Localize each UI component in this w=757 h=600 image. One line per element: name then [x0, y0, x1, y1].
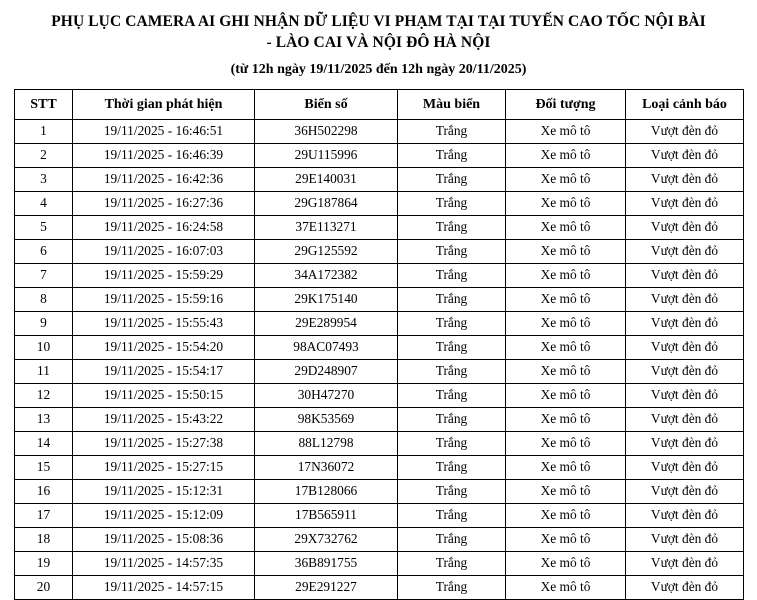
- cell-plate: 29E291227: [255, 575, 398, 599]
- table-row: [15, 239, 744, 263]
- cell-plate: 29X732762: [255, 527, 398, 551]
- cell-stt: 4: [15, 191, 73, 215]
- cell-warning-type: Vượt đèn đỏ: [626, 287, 744, 311]
- cell-plate-color: Trắng: [398, 167, 506, 191]
- cell-object: Xe mô tô: [506, 191, 626, 215]
- cell-stt: 12: [15, 383, 73, 407]
- cell-plate: 29G187864: [255, 191, 398, 215]
- page-subtitle: (từ 12h ngày 19/11/2025 đến 12h ngày 20/11/2025): [230, 61, 527, 77]
- cell-object: Xe mô tô: [506, 503, 626, 527]
- cell-plate-color: Trắng: [398, 479, 506, 503]
- cell-object: Xe mô tô: [506, 359, 626, 383]
- cell-plate: 30H47270: [255, 383, 398, 407]
- cell-stt: 17: [15, 503, 73, 527]
- cell-plate: 29K175140: [255, 287, 398, 311]
- cell-time: 19/11/2025 - 15:43:22: [73, 407, 255, 431]
- table-row: [15, 143, 744, 167]
- table-row: [15, 167, 744, 191]
- table-row: [15, 335, 744, 359]
- cell-plate-color: Trắng: [398, 407, 506, 431]
- cell-warning-type: Vượt đèn đỏ: [626, 383, 744, 407]
- cell-plate-color: Trắng: [398, 119, 506, 143]
- column-header-time: Thời gian phát hiện: [73, 89, 255, 119]
- cell-plate-color: Trắng: [398, 551, 506, 575]
- cell-object: Xe mô tô: [506, 455, 626, 479]
- cell-time: 19/11/2025 - 15:12:09: [73, 503, 255, 527]
- cell-time: 19/11/2025 - 15:50:15: [73, 383, 255, 407]
- cell-object: Xe mô tô: [506, 335, 626, 359]
- cell-plate: 29U115996: [255, 143, 398, 167]
- column-header-object: Đối tượng: [506, 89, 626, 119]
- table-row: [15, 431, 744, 455]
- cell-object: Xe mô tô: [506, 551, 626, 575]
- cell-plate-color: Trắng: [398, 239, 506, 263]
- table-body: [15, 119, 744, 599]
- column-header-plate: Biển số: [255, 89, 398, 119]
- cell-warning-type: Vượt đèn đỏ: [626, 215, 744, 239]
- cell-object: Xe mô tô: [506, 167, 626, 191]
- cell-warning-type: Vượt đèn đỏ: [626, 527, 744, 551]
- cell-time: 19/11/2025 - 16:07:03: [73, 239, 255, 263]
- cell-plate-color: Trắng: [398, 383, 506, 407]
- cell-plate-color: Trắng: [398, 263, 506, 287]
- table-row: [15, 527, 744, 551]
- column-header-stt: STT: [15, 89, 73, 119]
- cell-warning-type: Vượt đèn đỏ: [626, 407, 744, 431]
- cell-stt: 20: [15, 575, 73, 599]
- cell-time: 19/11/2025 - 15:59:16: [73, 287, 255, 311]
- page-title-line-2: - LÀO CAI VÀ NỘI ĐÔ HÀ NỘI: [266, 33, 491, 51]
- table-row: [15, 263, 744, 287]
- cell-object: Xe mô tô: [506, 239, 626, 263]
- column-header-plate-color: Màu biển: [398, 89, 506, 119]
- cell-stt: 10: [15, 335, 73, 359]
- cell-plate: 36B891755: [255, 551, 398, 575]
- cell-stt: 9: [15, 311, 73, 335]
- table-row: [15, 215, 744, 239]
- cell-plate: 34A172382: [255, 263, 398, 287]
- cell-plate-color: Trắng: [398, 335, 506, 359]
- cell-warning-type: Vượt đèn đỏ: [626, 143, 744, 167]
- cell-warning-type: Vượt đèn đỏ: [626, 359, 744, 383]
- cell-plate-color: Trắng: [398, 287, 506, 311]
- table-row: [15, 551, 744, 575]
- cell-warning-type: Vượt đèn đỏ: [626, 311, 744, 335]
- page-title: [14, 12, 743, 54]
- cell-warning-type: Vượt đèn đỏ: [626, 431, 744, 455]
- cell-time: 19/11/2025 - 16:46:39: [73, 143, 255, 167]
- cell-plate: 88L12798: [255, 431, 398, 455]
- cell-warning-type: Vượt đèn đỏ: [626, 167, 744, 191]
- cell-stt: 15: [15, 455, 73, 479]
- table-row: [15, 503, 744, 527]
- cell-time: 19/11/2025 - 15:59:29: [73, 263, 255, 287]
- cell-object: Xe mô tô: [506, 119, 626, 143]
- violations-table: [14, 89, 744, 600]
- cell-plate: 17B565911: [255, 503, 398, 527]
- cell-plate-color: Trắng: [398, 311, 506, 335]
- cell-plate: 36H502298: [255, 119, 398, 143]
- cell-plate-color: Trắng: [398, 455, 506, 479]
- cell-time: 19/11/2025 - 15:08:36: [73, 527, 255, 551]
- cell-plate: 29E140031: [255, 167, 398, 191]
- cell-warning-type: Vượt đèn đỏ: [626, 455, 744, 479]
- cell-plate: 29D248907: [255, 359, 398, 383]
- table-row: [15, 575, 744, 599]
- table-row: [15, 287, 744, 311]
- cell-time: 19/11/2025 - 16:24:58: [73, 215, 255, 239]
- cell-stt: 11: [15, 359, 73, 383]
- cell-warning-type: Vượt đèn đỏ: [626, 263, 744, 287]
- cell-time: 19/11/2025 - 14:57:35: [73, 551, 255, 575]
- cell-plate: 29G125592: [255, 239, 398, 263]
- cell-object: Xe mô tô: [506, 143, 626, 167]
- cell-object: Xe mô tô: [506, 575, 626, 599]
- cell-time: 19/11/2025 - 15:54:17: [73, 359, 255, 383]
- cell-time: 19/11/2025 - 16:46:51: [73, 119, 255, 143]
- cell-time: 19/11/2025 - 15:54:20: [73, 335, 255, 359]
- cell-plate: 98AC07493: [255, 335, 398, 359]
- cell-plate-color: Trắng: [398, 575, 506, 599]
- cell-plate: 17B128066: [255, 479, 398, 503]
- cell-plate: 98K53569: [255, 407, 398, 431]
- cell-stt: 2: [15, 143, 73, 167]
- cell-plate-color: Trắng: [398, 359, 506, 383]
- cell-object: Xe mô tô: [506, 215, 626, 239]
- cell-object: Xe mô tô: [506, 383, 626, 407]
- cell-stt: 13: [15, 407, 73, 431]
- cell-stt: 18: [15, 527, 73, 551]
- cell-stt: 19: [15, 551, 73, 575]
- cell-stt: 16: [15, 479, 73, 503]
- cell-stt: 14: [15, 431, 73, 455]
- cell-plate-color: Trắng: [398, 503, 506, 527]
- cell-time: 19/11/2025 - 14:57:15: [73, 575, 255, 599]
- table-row: [15, 359, 744, 383]
- cell-time: 19/11/2025 - 15:12:31: [73, 479, 255, 503]
- cell-warning-type: Vượt đèn đỏ: [626, 239, 744, 263]
- cell-object: Xe mô tô: [506, 311, 626, 335]
- column-header-warning-type: Loại cảnh báo: [626, 89, 744, 119]
- cell-stt: 3: [15, 167, 73, 191]
- cell-stt: 8: [15, 287, 73, 311]
- cell-warning-type: Vượt đèn đỏ: [626, 119, 744, 143]
- cell-plate-color: Trắng: [398, 143, 506, 167]
- cell-stt: 7: [15, 263, 73, 287]
- cell-plate-color: Trắng: [398, 527, 506, 551]
- cell-stt: 6: [15, 239, 73, 263]
- cell-object: Xe mô tô: [506, 431, 626, 455]
- cell-warning-type: Vượt đèn đỏ: [626, 335, 744, 359]
- cell-time: 19/11/2025 - 15:27:15: [73, 455, 255, 479]
- table-row: [15, 191, 744, 215]
- cell-object: Xe mô tô: [506, 527, 626, 551]
- page-title-line-1: PHỤ LỤC CAMERA AI GHI NHẬN DỮ LIỆU VI PHẠM TẠI TẠI TUYẾN CAO TỐC NỘI BÀI: [51, 13, 706, 30]
- table-row: [15, 311, 744, 335]
- cell-warning-type: Vượt đèn đỏ: [626, 551, 744, 575]
- cell-object: Xe mô tô: [506, 287, 626, 311]
- cell-time: 19/11/2025 - 15:55:43: [73, 311, 255, 335]
- cell-plate: 17N36072: [255, 455, 398, 479]
- table-row: [15, 383, 744, 407]
- cell-plate: 37E113271: [255, 215, 398, 239]
- table-row: [15, 407, 744, 431]
- cell-object: Xe mô tô: [506, 479, 626, 503]
- cell-warning-type: Vượt đèn đỏ: [626, 479, 744, 503]
- cell-stt: 5: [15, 215, 73, 239]
- cell-time: 19/11/2025 - 16:42:36: [73, 167, 255, 191]
- cell-warning-type: Vượt đèn đỏ: [626, 191, 744, 215]
- cell-plate-color: Trắng: [398, 215, 506, 239]
- cell-time: 19/11/2025 - 16:27:36: [73, 191, 255, 215]
- table-header-row: [15, 89, 744, 119]
- cell-object: Xe mô tô: [506, 263, 626, 287]
- cell-warning-type: Vượt đèn đỏ: [626, 503, 744, 527]
- cell-time: 19/11/2025 - 15:27:38: [73, 431, 255, 455]
- table-row: [15, 455, 744, 479]
- cell-stt: 1: [15, 119, 73, 143]
- cell-object: Xe mô tô: [506, 407, 626, 431]
- cell-warning-type: Vượt đèn đỏ: [626, 575, 744, 599]
- table-row: [15, 479, 744, 503]
- cell-plate-color: Trắng: [398, 431, 506, 455]
- table-row: [15, 119, 744, 143]
- cell-plate-color: Trắng: [398, 191, 506, 215]
- cell-plate: 29E289954: [255, 311, 398, 335]
